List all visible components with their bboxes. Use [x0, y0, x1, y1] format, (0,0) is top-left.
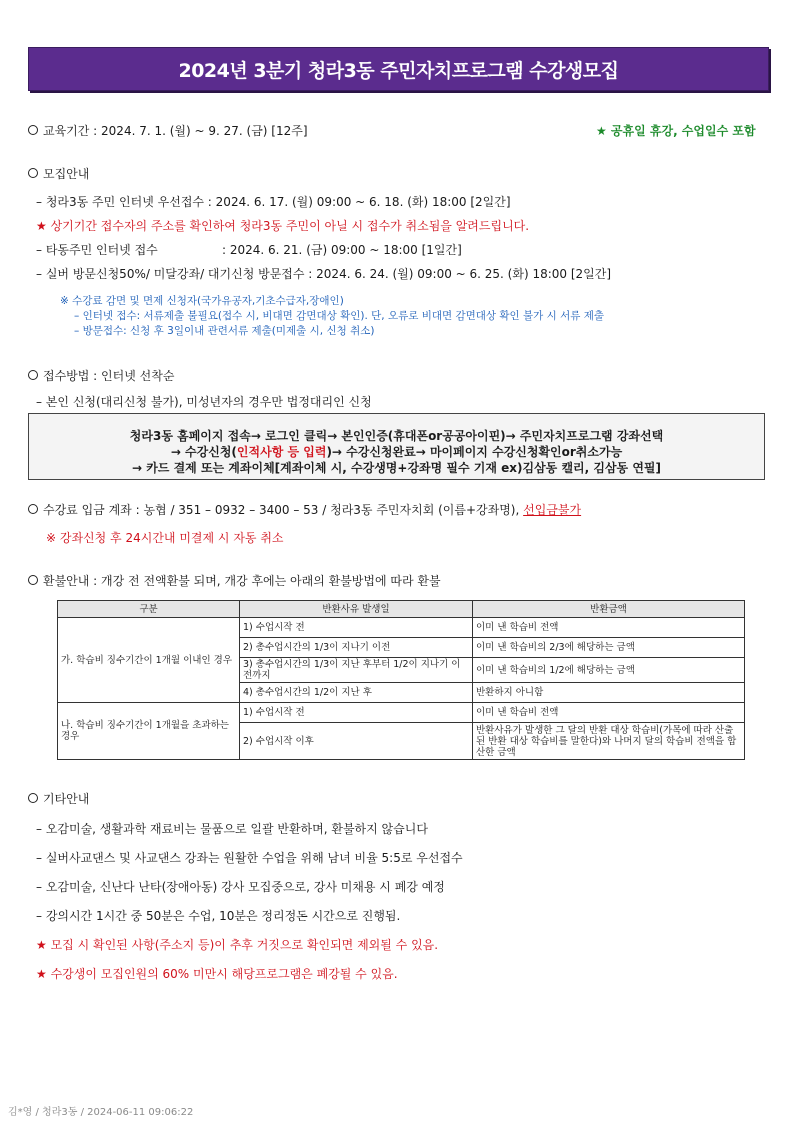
circle-bullet-icon [28, 125, 38, 135]
procedure-step-2: → 수강신청(인적사항 등 입력)→ 수강신청완료→ 마이페이지 수강신청확인or취소가능 [170, 445, 623, 459]
fee-note: ※ 강좌신청 후 24시간내 미결제 시 자동 취소 [46, 531, 284, 545]
recruit-line-other-date: : 2024. 6. 21. (금) 09:00 ~ 18:00 [1일간] [222, 243, 462, 257]
recruit-heading: 모집안내 [28, 166, 89, 182]
reason-cell: 2) 총수업시간의 1/3이 지나기 이전 [240, 638, 473, 658]
table-row [58, 618, 745, 638]
period-line [28, 123, 308, 139]
method-heading: 접수방법 : 인터넷 선착순 [28, 368, 174, 384]
recruit-line-other: – 타동주민 인터넷 접수 [36, 243, 158, 257]
page-title: 2024년 3분기 청라3동 주민자치프로그램 수강생모집 [178, 59, 619, 82]
amount-cell: 이미 낸 학습비 전액 [473, 703, 745, 723]
amount-cell: 이미 낸 학습비의 2/3에 해당하는 금액 [473, 638, 745, 658]
procedure-box [28, 413, 765, 480]
discount-visit-note: – 방문접수: 신청 후 3일이내 관련서류 제출(미제출 시, 신청 취소) [74, 325, 375, 337]
reason-cell: 1) 수업시작 전 [240, 703, 473, 723]
title-banner [28, 47, 769, 91]
amount-cell: 이미 낸 학습비 전액 [473, 618, 745, 638]
etc-item: – 오감미술, 신난다 난타(장애아동) 강사 모집중으로, 강사 미채용 시 폐강 예정 [36, 880, 445, 894]
etc-item: – 강의시간 1시간 중 50분은 수업, 10분은 정리정돈 시간으로 진행됨. [36, 909, 401, 923]
amount-cell: 반환하지 아니함 [473, 683, 745, 703]
recruit-warning: ★ 상기기간 접수자의 주소를 확인하여 청라3동 주민이 아닐 시 접수가 취소됨을 알려드립니다. [36, 219, 530, 233]
etc-warning: ★ 모집 시 확인된 사항(주소지 등)이 추후 거짓으로 확인되면 제외될 수 있음. [36, 938, 439, 952]
header-cell: 반환금액 [473, 601, 745, 618]
amount-cell: 이미 낸 학습비의 1/2에 해당하는 금액 [473, 658, 745, 683]
header-cell: 반환사유 발생일 [240, 601, 473, 618]
circle-bullet-icon [28, 793, 38, 803]
circle-bullet-icon [28, 168, 38, 178]
procedure-step-3: → 카드 결제 또는 계좌이체[계좌이체 시, 수강생명+강좌명 필수 기재 ex)김삼동 캘리, 김삼동 연필] [131, 461, 661, 475]
reason-cell: 4) 총수업시간의 1/2이 지난 후 [240, 683, 473, 703]
header-cell: 구분 [58, 601, 240, 618]
amount-cell: 반환사유가 발생한 그 달의 반환 대상 학습비(가목에 따라 산출된 반환 대상 학습비를 말한다)와 나머지 달의 학습비 전액을 합산한 금액 [473, 723, 745, 760]
group-cell: 가. 학습비 징수기간이 1개월 이내인 경우 [58, 618, 240, 703]
fee-line: 수강료 입금 계좌 : 농협 / 351 – 0932 – 3400 – 53 / 청라3동 주민자치회 (이름+강좌명), 선입금불가 [28, 502, 581, 518]
recruit-line-priority: – 청라3동 주민 인터넷 우선접수 : 2024. 6. 17. (월) 09:00 ~ 6. 18. (화) 18:00 [2일간] [36, 195, 511, 209]
etc-warning: ★ 수강생이 모집인원의 60% 미만시 해당프로그램은 폐강될 수 있음. [36, 967, 398, 981]
reason-cell: 2) 수업시작 이후 [240, 723, 473, 760]
discount-note: ※ 수강료 감면 및 면제 신청자(국가유공자,기초수급자,장애인) [60, 295, 344, 307]
reason-cell: 3) 총수업시간의 1/3이 지난 후부터 1/2이 지나기 이전까지 [240, 658, 473, 683]
holiday-note: ★ 공휴일 휴강, 수업일수 포함 [596, 124, 756, 138]
reason-cell: 1) 수업시작 전 [240, 618, 473, 638]
table-row [58, 703, 745, 723]
circle-bullet-icon [28, 504, 38, 514]
print-footer: 김*영 / 청라3동 / 2024-06-11 09:06:22 [8, 1107, 194, 1118]
circle-bullet-icon [28, 575, 38, 585]
table-header-row [58, 601, 745, 618]
procedure-highlight: 인적사항 등 입력 [236, 445, 327, 459]
etc-item: – 오감미술, 생활과학 재료비는 물품으로 일괄 반환하며, 환불하지 않습니다 [36, 822, 428, 836]
procedure-step-1: 청라3동 홈페이지 접속→ 로그인 클릭→ 본인인증(휴대폰or공공아이핀)→ 주민자치프로그램 강좌선택 [129, 429, 664, 443]
etc-heading: 기타안내 [28, 791, 89, 807]
period-label: 교육기간 : 2024. 7. 1. (월) ~ 9. 27. (금) [12주] [43, 124, 308, 138]
etc-item: – 실버사교댄스 및 사교댄스 강좌는 원활한 수업을 위해 남녀 비율 5:5로 우선접수 [36, 851, 463, 865]
group-cell: 나. 학습비 징수기간이 1개월을 초과하는 경우 [58, 703, 240, 760]
refund-table [57, 600, 745, 760]
no-prepay-label: 선입금불가 [523, 503, 582, 517]
recruit-line-silver: – 실버 방문신청50%/ 미달강좌/ 대기신청 방문접수 : 2024. 6. 24. (월) 09:00 ~ 6. 25. (화) 18:00 [2일간] [36, 267, 612, 281]
circle-bullet-icon [28, 370, 38, 380]
method-line: – 본인 신청(대리신청 불가), 미성년자의 경우만 법정대리인 신청 [36, 395, 372, 409]
discount-online-note: – 인터넷 접수: 서류제출 불필요(접수 시, 비대면 감면대상 확인). 단, 오류로 비대면 감면대상 확인 불가 시 서류 제출 [74, 310, 605, 322]
refund-heading: 환불안내 : 개강 전 전액환불 되며, 개강 후에는 아래의 환불방법에 따라 환불 [28, 573, 441, 589]
